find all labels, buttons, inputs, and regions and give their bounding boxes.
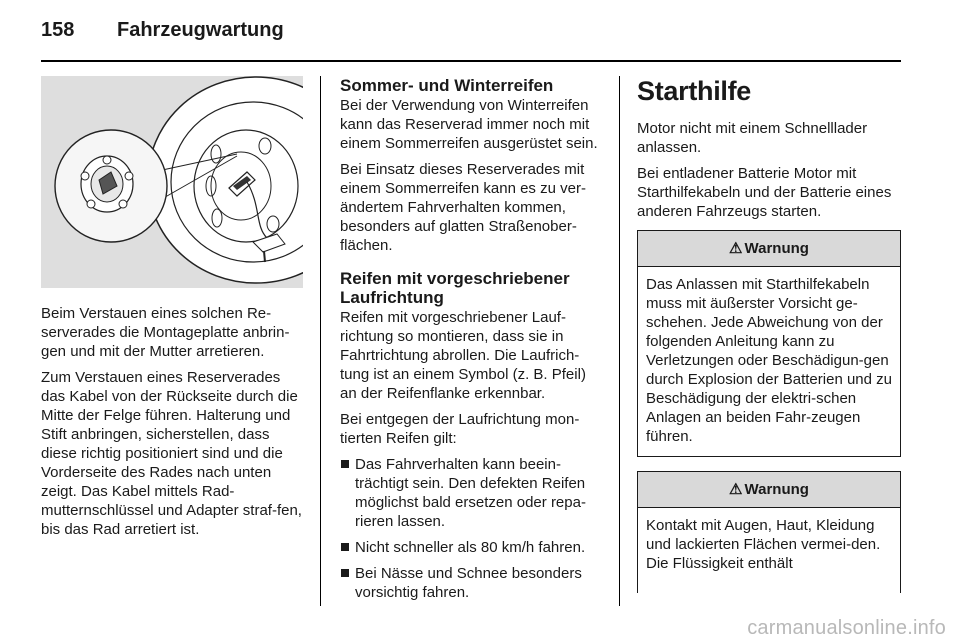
paragraph: Zum Verstauen eines Reserverades das Kabel von der Rückseite durch die Mitte der Felge führen. Halterung und Stift anbringen, sicherstellen, dass diese richtig positioniert sind und die Vorderseite des Rades nach unten zeigt. Das Kabel mittels Rad-mutternschlüssel und Adapter straf-fen, bis das Rad arretiert ist. <box>41 369 302 538</box>
section-heading: Reifen mit vorgeschriebener Laufrichtung <box>340 269 570 307</box>
warning-header <box>638 231 900 267</box>
warning-box <box>637 471 901 593</box>
paragraph: Bei der Verwendung von Winterreifen kann das Reserverad immer noch mit einem Sommerreifen ausgerüstet sein. <box>340 97 598 152</box>
bullet-square-icon <box>341 569 349 577</box>
paragraph: Bei entladener Batterie Motor mit Starthilfekabeln und der Batterie eines anderen Fahrzeugs starten. <box>637 165 892 220</box>
warning-header <box>638 472 900 508</box>
column-divider <box>320 76 321 606</box>
paragraph: Bei entgegen der Laufrichtung mon-tierten Reifen gilt: <box>340 411 580 447</box>
paragraph: Bei Einsatz dieses Reserverades mit einem Sommerreifen kann es zu ver-ändertem Fahrverhalten kommen, besonders auf glatten Straßenober-flächen. <box>340 161 586 254</box>
warning-box <box>637 230 901 457</box>
paragraph: Reifen mit vorgeschriebener Lauf-richtung so montieren, dass sie in Fahrtrichtung abrollen. Die Laufrich-tung ist an einem Symbol (z. B. Pfeil) an der Reifenflanke erkennbar. <box>340 309 586 402</box>
section-heading: Sommer- und Winterreifen <box>340 76 554 95</box>
warning-text: Das Anlassen mit Starthilfekabeln muss mit äußerster Vorsicht ge-schehen. Jede Abweichung von der folgenden Anleitung kann zu Verletzungen oder Beschädigun-gen durch Explosion der Batterien und zu Beschädigung der elektri-schen Anlagen an beiden Fahr-zeugen führen. <box>646 276 892 445</box>
list-item-text: Das Fahrverhalten kann beein-trächtigt sein. Den defekten Reifen möglichst bald ersetzen oder repa-rieren lassen. <box>355 456 586 530</box>
paragraph: Beim Verstauen eines solchen Re-serverades die Montageplatte anbrin-gen und mit der Mutter arretieren. <box>41 305 290 360</box>
column-left <box>41 76 307 546</box>
list-item <box>340 538 606 557</box>
column-middle <box>340 76 606 609</box>
bullet-square-icon <box>341 460 349 468</box>
paragraph: Motor nicht mit einem Schnelllader anlassen. <box>637 120 868 156</box>
header-rule <box>41 60 901 62</box>
column-right <box>637 76 901 607</box>
bullet-square-icon <box>341 543 349 551</box>
list-item <box>340 564 606 602</box>
warning-triangle-icon: ⚠ <box>729 481 743 498</box>
bullet-list <box>340 455 606 602</box>
page-title: Fahrzeugwartung <box>117 19 284 41</box>
warning-title: Warnung <box>744 481 809 498</box>
warning-text: Kontakt mit Augen, Haut, Kleidung und lackierten Flächen vermei-den. Die Flüssigkeit enthält <box>646 517 881 572</box>
section-heading-large: Starthilfe <box>637 76 752 106</box>
list-item-text: Nicht schneller als 80 km/h fahren. <box>355 539 586 556</box>
list-item <box>340 455 606 531</box>
spare-wheel-illustration <box>41 76 303 288</box>
warning-title: Warnung <box>744 240 809 257</box>
column-divider <box>619 76 620 606</box>
warning-triangle-icon: ⚠ <box>729 240 743 257</box>
list-item-text: Bei Nässe und Schnee besonders vorsichtig fahren. <box>355 565 582 601</box>
watermark: carmanualsonline.info <box>747 617 946 639</box>
page-number: 158 <box>41 19 75 41</box>
